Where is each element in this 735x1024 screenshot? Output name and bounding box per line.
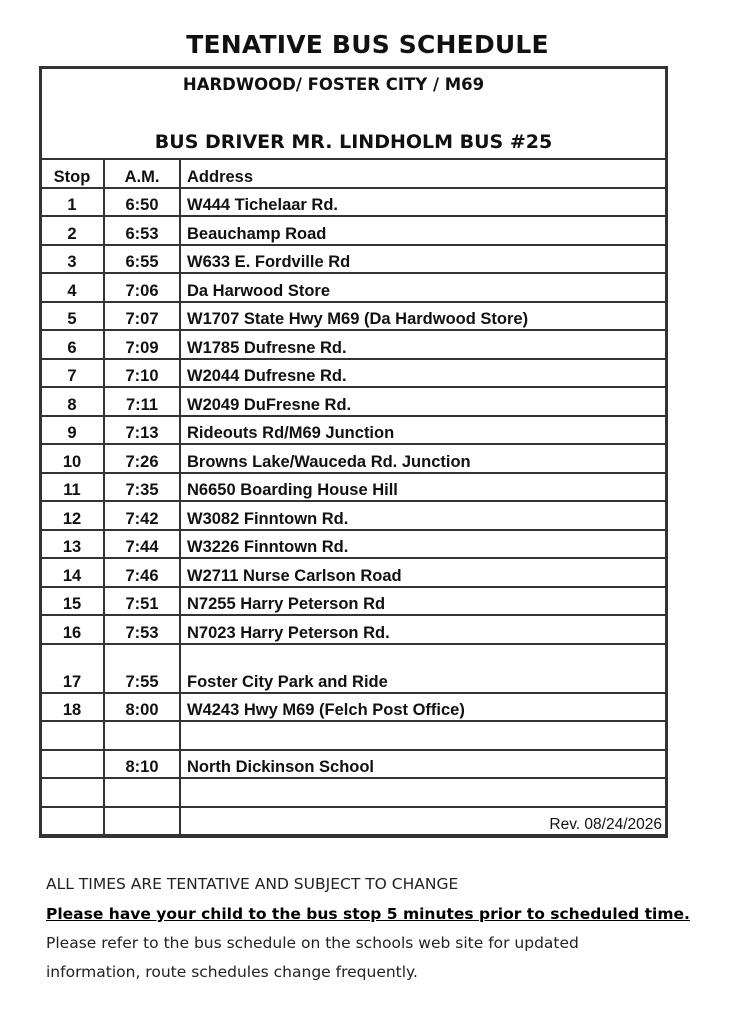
- table-row: [40, 501, 667, 530]
- stop-cell: 6: [40, 330, 104, 359]
- table-row: [40, 359, 667, 388]
- address-cell: N6650 Boarding House Hill: [180, 473, 667, 502]
- website-notice-line2: information, route schedules change frequently.: [46, 963, 418, 981]
- time-cell: 7:44: [104, 530, 180, 559]
- stop-cell: 7: [40, 359, 104, 388]
- time-cell: 7:42: [104, 501, 180, 530]
- table-header-row: [40, 159, 667, 188]
- schedule-frame: [39, 66, 668, 838]
- table-row: [40, 644, 667, 693]
- stop-cell: 16: [40, 615, 104, 644]
- stop-cell: [40, 750, 104, 779]
- stop-cell: [40, 778, 104, 807]
- stop-cell: 2: [40, 216, 104, 245]
- table-row: [40, 807, 667, 836]
- time-cell: 8:10: [104, 750, 180, 779]
- time-cell: 7:09: [104, 330, 180, 359]
- stop-cell: 10: [40, 444, 104, 473]
- address-cell: Browns Lake/Wauceda Rd. Junction: [180, 444, 667, 473]
- time-cell: 7:55: [104, 644, 180, 693]
- stop-cell: 3: [40, 245, 104, 274]
- address-cell: [180, 778, 667, 807]
- time-cell: 7:10: [104, 359, 180, 388]
- address-cell: Rideouts Rd/M69 Junction: [180, 416, 667, 445]
- stop-cell: 5: [40, 302, 104, 331]
- address-cell: W4243 Hwy M69 (Felch Post Office): [180, 693, 667, 722]
- address-cell: W1707 State Hwy M69 (Da Hardwood Store): [180, 302, 667, 331]
- table-row: [40, 778, 667, 807]
- revision-date: Rev. 08/24/2026: [180, 807, 667, 836]
- table-row: [40, 416, 667, 445]
- address-cell: N7255 Harry Peterson Rd: [180, 587, 667, 616]
- address-cell: W3082 Finntown Rd.: [180, 501, 667, 530]
- table-row: [40, 721, 667, 750]
- stop-cell: 9: [40, 416, 104, 445]
- time-cell: 7:53: [104, 615, 180, 644]
- table-row: [40, 188, 667, 217]
- website-notice-line1: Please refer to the bus schedule on the schools web site for updated: [46, 934, 579, 952]
- address-cell: W2049 DuFresne Rd.: [180, 387, 667, 416]
- address-cell: W2711 Nurse Carlson Road: [180, 558, 667, 587]
- table-row: [40, 473, 667, 502]
- address-cell: W633 E. Fordville Rd: [180, 245, 667, 274]
- address-cell: [180, 721, 667, 750]
- table-row: [40, 302, 667, 331]
- address-cell: W1785 Dufresne Rd.: [180, 330, 667, 359]
- table-row: [40, 330, 667, 359]
- table-row: [40, 245, 667, 274]
- table-row: [40, 558, 667, 587]
- table-row: [40, 615, 667, 644]
- table-row: [40, 273, 667, 302]
- time-cell: 7:51: [104, 587, 180, 616]
- stop-cell: [40, 721, 104, 750]
- route-heading: HARDWOOD/ FOSTER CITY / M69: [182, 75, 485, 94]
- time-cell: 7:26: [104, 444, 180, 473]
- tentative-notice: ALL TIMES ARE TENTATIVE AND SUBJECT TO CHANGE: [46, 875, 459, 893]
- driver-heading: BUS DRIVER MR. LINDHOLM BUS #25: [154, 131, 553, 153]
- address-cell: North Dickinson School: [180, 750, 667, 779]
- stop-cell: 14: [40, 558, 104, 587]
- address-cell: W3226 Finntown Rd.: [180, 530, 667, 559]
- address-cell: N7023 Harry Peterson Rd.: [180, 615, 667, 644]
- time-cell: 7:11: [104, 387, 180, 416]
- table-row: [40, 587, 667, 616]
- table-row: [40, 387, 667, 416]
- time-cell: 6:53: [104, 216, 180, 245]
- stop-cell: 15: [40, 587, 104, 616]
- time-cell: [104, 721, 180, 750]
- table-row: [40, 530, 667, 559]
- address-cell: Foster City Park and Ride: [180, 644, 667, 693]
- column-header-stop: Stop: [40, 159, 104, 188]
- table-row: [40, 216, 667, 245]
- arrival-instruction: Please have your child to the bus stop 5 minutes prior to scheduled time.: [46, 905, 690, 923]
- time-cell: 7:46: [104, 558, 180, 587]
- table-row: [40, 693, 667, 722]
- table-row: [40, 444, 667, 473]
- table-row: [40, 750, 667, 779]
- column-header-time: A.M.: [104, 159, 180, 188]
- schedule-table: [39, 158, 668, 836]
- address-cell: W2044 Dufresne Rd.: [180, 359, 667, 388]
- time-cell: 8:00: [104, 693, 180, 722]
- time-cell: 6:50: [104, 188, 180, 217]
- time-cell: 7:35: [104, 473, 180, 502]
- address-cell: W444 Tichelaar Rd.: [180, 188, 667, 217]
- stop-cell: 8: [40, 387, 104, 416]
- stop-cell: 18: [40, 693, 104, 722]
- stop-cell: 13: [40, 530, 104, 559]
- stop-cell: 12: [40, 501, 104, 530]
- time-cell: 6:55: [104, 245, 180, 274]
- stop-cell: 1: [40, 188, 104, 217]
- stop-cell: 11: [40, 473, 104, 502]
- time-cell: 7:06: [104, 273, 180, 302]
- address-cell: Beauchamp Road: [180, 216, 667, 245]
- time-cell: 7:13: [104, 416, 180, 445]
- column-header-address: Address: [180, 159, 667, 188]
- stop-cell: 17: [40, 644, 104, 693]
- time-cell: 7:07: [104, 302, 180, 331]
- time-cell: [104, 807, 180, 836]
- page-title: TENATIVE BUS SCHEDULE: [186, 30, 549, 59]
- stop-cell: [40, 807, 104, 836]
- address-cell: Da Harwood Store: [180, 273, 667, 302]
- time-cell: [104, 778, 180, 807]
- stop-cell: 4: [40, 273, 104, 302]
